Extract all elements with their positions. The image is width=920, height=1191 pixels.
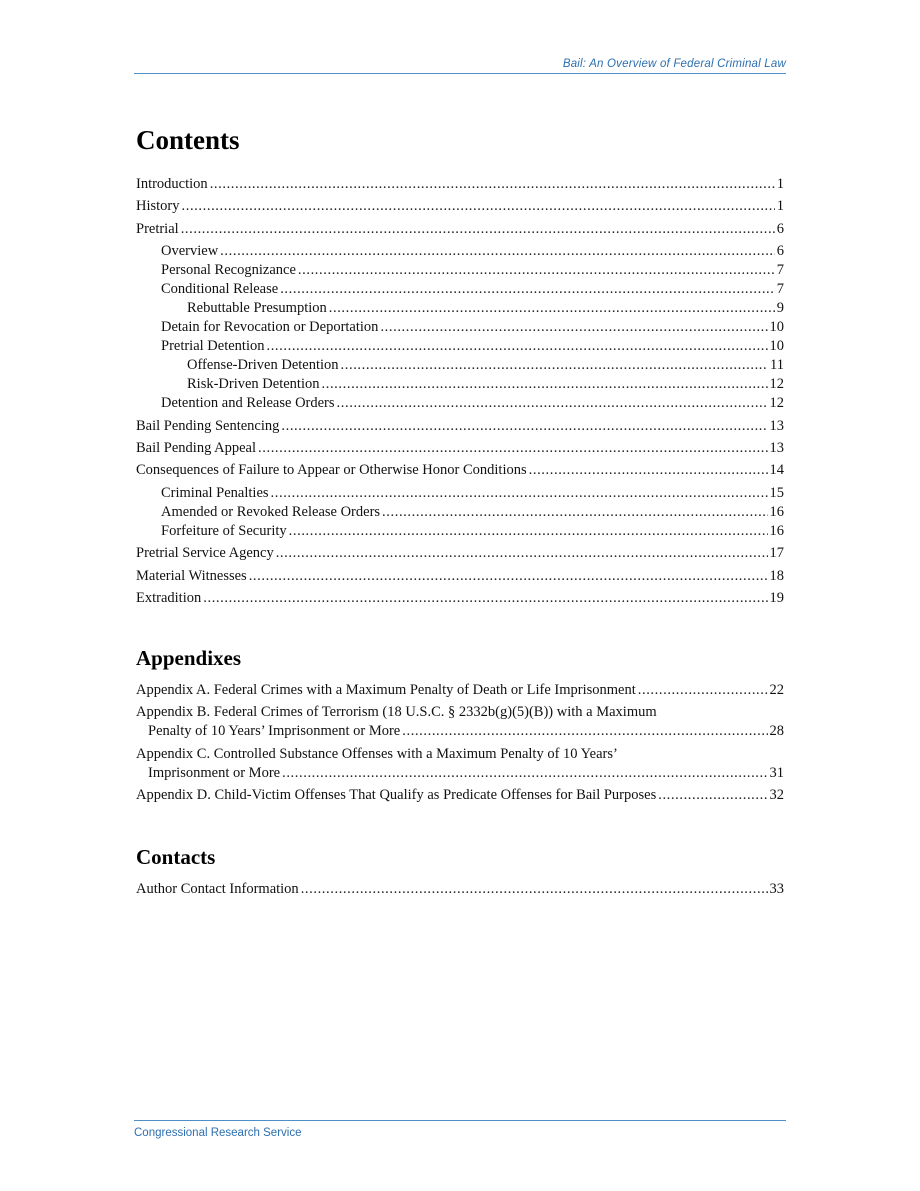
toc-entry-label[interactable]: Bail Pending Sentencing <box>136 417 280 434</box>
toc-entry-label[interactable]: Overview <box>161 243 219 260</box>
toc-entry-page[interactable]: 14 <box>769 462 784 479</box>
toc-entry-page[interactable]: 18 <box>769 567 784 584</box>
toc-entry-label[interactable]: Appendix A. Federal Crimes with a Maximum Penalty of Death or Life Imprisonment <box>136 682 636 698</box>
dot-leader <box>402 722 767 741</box>
toc-entry-page[interactable]: 9 <box>776 300 784 317</box>
toc-entry-label[interactable]: Pretrial Service Agency <box>136 545 274 562</box>
toc-entry-label[interactable]: Introduction <box>136 176 208 192</box>
toc-entry-page[interactable]: 6 <box>776 220 784 237</box>
toc-entry[interactable] <box>136 567 784 586</box>
appendix-entry-title[interactable]: Appendix C. Controlled Substance Offenses with a Maximum Penalty of 10 Years’ <box>136 745 618 762</box>
toc-entry-label[interactable]: Forfeiture of Security <box>161 522 287 539</box>
dot-leader <box>301 880 768 899</box>
dot-leader <box>220 242 775 261</box>
dot-leader <box>276 544 768 563</box>
dot-leader <box>658 786 767 805</box>
toc-entry-page[interactable]: 6 <box>776 243 784 260</box>
dot-leader <box>638 681 768 700</box>
toc-entry-label[interactable]: Appendix D. Child-Victim Offenses That Qualify as Predicate Offenses for Bail Purposes <box>136 787 657 804</box>
toc-entry[interactable] <box>136 503 784 522</box>
toc-entry-page[interactable]: 16 <box>769 503 784 520</box>
toc-entry-page[interactable]: 19 <box>769 589 784 606</box>
toc-entry-page[interactable]: 31 <box>769 764 784 781</box>
toc-entry-label[interactable]: Penalty of 10 Years’ Imprisonment or More <box>148 723 401 740</box>
dot-leader <box>281 417 767 436</box>
toc-entry-label[interactable]: Author Contact Information <box>136 881 299 897</box>
toc-entry-page[interactable]: 1 <box>776 198 784 215</box>
toc-entry-label[interactable]: History <box>136 198 180 215</box>
appendixes-heading: Appendixes <box>136 646 242 670</box>
dot-leader <box>182 197 775 216</box>
toc-entry-page[interactable]: 16 <box>769 522 784 539</box>
toc-entry-label[interactable]: Material Witnesses <box>136 567 247 584</box>
contact-entry[interactable] <box>136 880 784 899</box>
dot-leader <box>210 175 775 194</box>
toc-entry[interactable] <box>136 544 784 563</box>
toc-entry[interactable] <box>136 417 784 436</box>
toc-entry-page[interactable]: 12 <box>769 395 784 412</box>
toc-entry-label[interactable]: Amended or Revoked Release Orders <box>161 503 381 520</box>
dot-leader <box>289 522 768 541</box>
toc-entry-label[interactable]: Criminal Penalties <box>161 484 269 501</box>
toc-entry[interactable] <box>136 375 784 394</box>
appendix-entry[interactable] <box>136 786 784 805</box>
dot-leader <box>203 589 767 608</box>
toc-entry-page[interactable]: 12 <box>769 376 784 393</box>
toc-entry-page[interactable]: 33 <box>769 881 784 897</box>
toc-entry[interactable] <box>136 299 784 318</box>
footer-text: Congressional Research Service <box>134 1127 302 1139</box>
dot-leader <box>329 299 775 318</box>
toc-entry-page[interactable]: 7 <box>776 262 784 279</box>
toc-entry[interactable] <box>136 280 784 299</box>
dot-leader <box>249 567 768 586</box>
dot-leader <box>322 375 768 394</box>
contacts-heading: Contacts <box>136 845 216 869</box>
contents-heading: Contents <box>136 125 240 155</box>
toc-entry-page[interactable]: 32 <box>769 787 784 804</box>
toc-entry[interactable] <box>136 461 784 480</box>
dot-leader <box>266 337 767 356</box>
toc-entry[interactable] <box>136 394 784 413</box>
toc-entry-label[interactable]: Consequences of Failure to Appear or Otherwise Honor Conditions <box>136 462 527 479</box>
toc-entry-page[interactable]: 10 <box>769 338 784 355</box>
toc-entry[interactable] <box>136 261 784 280</box>
dot-leader <box>181 220 775 239</box>
dot-leader <box>298 261 775 280</box>
toc-entry-page[interactable]: 13 <box>769 417 784 434</box>
dot-leader <box>341 356 769 375</box>
dot-leader <box>529 461 768 480</box>
toc-entry[interactable] <box>136 220 784 239</box>
toc-entry[interactable] <box>136 318 784 337</box>
toc-entry-label[interactable]: Rebuttable Presumption <box>187 300 327 317</box>
toc-entry-page[interactable]: 15 <box>769 484 784 501</box>
toc-entry[interactable] <box>136 337 784 356</box>
appendix-entry[interactable] <box>136 703 784 741</box>
toc-entry-page[interactable]: 1 <box>776 176 784 192</box>
toc-entry-label[interactable]: Personal Recognizance <box>161 262 296 279</box>
toc-entry-page[interactable]: 7 <box>776 281 784 298</box>
toc-entry-page[interactable]: 10 <box>769 319 784 336</box>
appendixes-list <box>136 681 784 809</box>
dot-leader <box>258 439 767 458</box>
toc-entry[interactable] <box>136 175 784 194</box>
toc-entry-label[interactable]: Bail Pending Appeal <box>136 439 257 456</box>
toc-entry-label[interactable]: Pretrial <box>136 220 179 237</box>
appendix-entry[interactable] <box>136 745 784 783</box>
contacts-list <box>136 880 784 902</box>
header-title: Bail: An Overview of Federal Criminal Law <box>562 58 786 70</box>
running-header <box>134 54 786 74</box>
toc-entry[interactable] <box>136 484 784 503</box>
dot-leader <box>271 484 768 503</box>
toc-entry-label[interactable]: Risk-Driven Detention <box>187 376 320 393</box>
appendix-entry[interactable] <box>136 681 784 700</box>
dot-leader <box>280 280 775 299</box>
appendix-entry-title[interactable]: Appendix B. Federal Crimes of Terrorism (18 U.S.C. § 2332b(g)(5)(B)) with a Maximum <box>136 704 657 721</box>
toc-entry-page[interactable]: 13 <box>769 439 784 456</box>
dot-leader <box>337 394 768 413</box>
toc-entry-label[interactable]: Offense-Driven Detention <box>187 357 339 374</box>
toc-entry[interactable] <box>136 589 784 608</box>
toc-entry-page[interactable]: 17 <box>769 545 784 562</box>
toc-entry-label[interactable]: Imprisonment or More <box>148 764 281 781</box>
toc-entry[interactable] <box>136 197 784 216</box>
dot-leader <box>382 503 767 522</box>
dot-leader <box>380 318 767 337</box>
toc-entry-page[interactable]: 11 <box>770 357 784 374</box>
toc-entry-label[interactable]: Pretrial Detention <box>161 338 265 355</box>
toc-entry-label[interactable]: Conditional Release <box>161 281 279 298</box>
toc-entry-label[interactable]: Extradition <box>136 589 202 606</box>
running-footer <box>134 1120 786 1141</box>
toc-entry[interactable] <box>136 356 784 375</box>
toc-entry-label[interactable]: Detain for Revocation or Deportation <box>161 319 379 336</box>
dot-leader <box>282 764 767 783</box>
toc-entry-label[interactable]: Detention and Release Orders <box>161 395 335 412</box>
contents-list <box>136 175 784 611</box>
toc-entry[interactable] <box>136 522 784 541</box>
toc-entry[interactable] <box>136 439 784 458</box>
toc-entry[interactable] <box>136 242 784 261</box>
toc-entry-page[interactable]: 22 <box>769 682 784 698</box>
toc-entry-page[interactable]: 28 <box>769 723 784 740</box>
